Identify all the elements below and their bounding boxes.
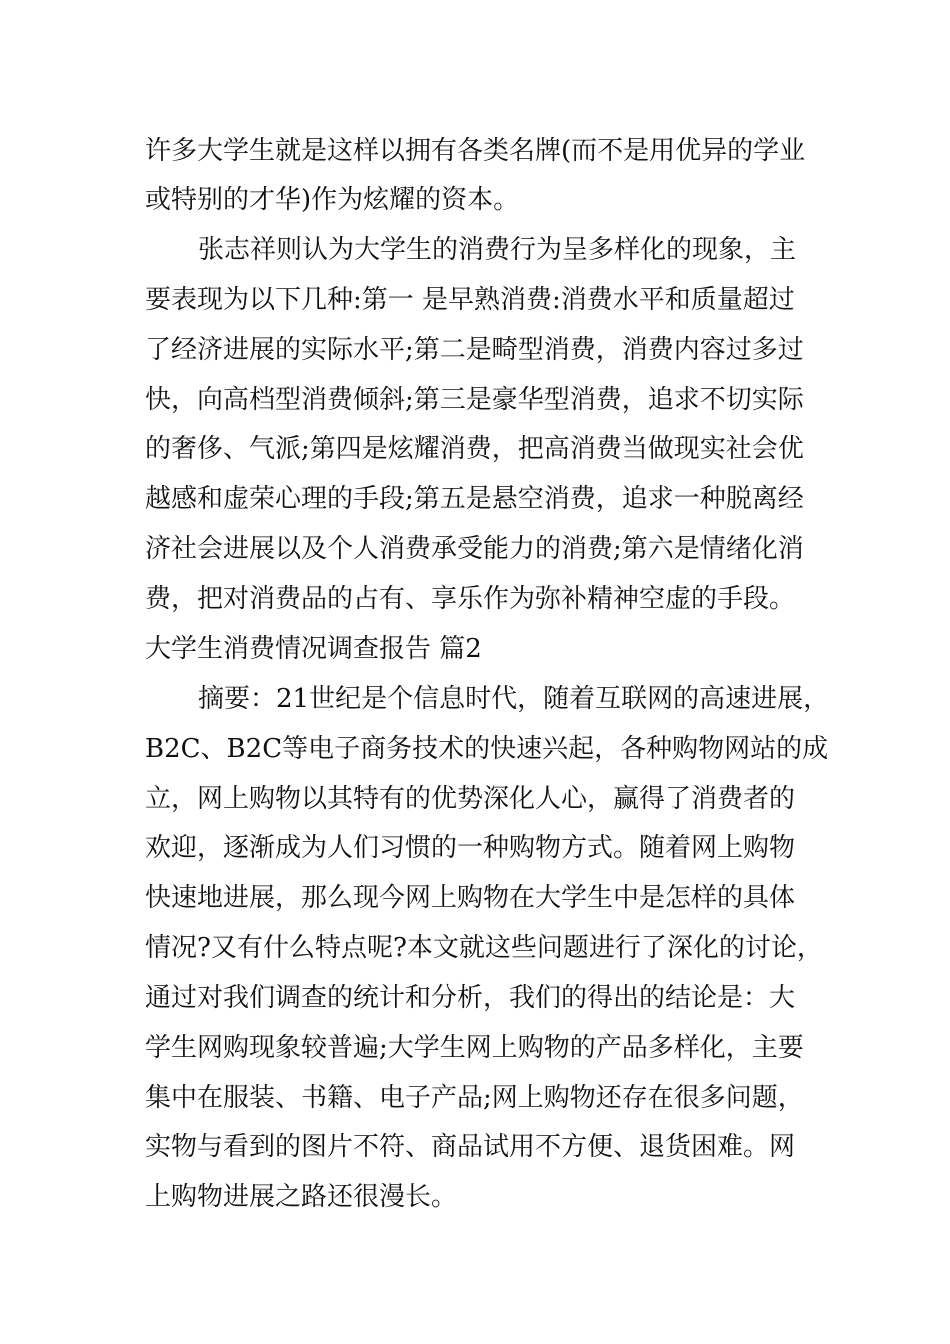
- paragraph-start-line: 摘要：21世纪是个信息时代，随着互联网的高速进展，: [198, 684, 830, 714]
- text-line: 学生网购现象较普遍;大学生网上购物的产品多样化，主要: [145, 1033, 804, 1063]
- text-line: B2C、B2C等电子商务技术的快速兴起，各种购物网站的成: [145, 734, 829, 764]
- text-line: 上购物进展之路还很漫长。: [145, 1182, 458, 1212]
- text-line: 实物与看到的图片不符、商品试用不方便、退货困难。网: [145, 1132, 796, 1162]
- text-line: 费，把对消费品的占有、享乐作为弥补精神空虚的手段。: [145, 584, 796, 614]
- text-line: 要表现为以下几种:第一 是早熟消费:消费水平和质量超过: [145, 285, 795, 315]
- text-line: 欢迎，逐渐成为人们习惯的一种购物方式。随着网上购物: [145, 833, 796, 863]
- text-line: 集中在服装、书籍、电子产品;网上购物还存在很多问题，: [145, 1083, 804, 1113]
- text-line: 情况?又有什么特点呢?本文就这些问题进行了深化的讨论，: [145, 933, 823, 963]
- text-line: 通过对我们调查的统计和分析，我们的得出的结论是：大: [145, 983, 796, 1013]
- text-line: 立，网上购物以其特有的优势深化人心，赢得了消费者的: [145, 784, 796, 814]
- paragraph-start-line: 张志祥则认为大学生的消费行为呈多样化的现象，主: [198, 235, 797, 265]
- text-line: 快速地进展，那么现今网上购物在大学生中是怎样的具体: [145, 883, 796, 913]
- text-line: 的奢侈、气派;第四是炫耀消费，把高消费当做现实社会优: [145, 434, 804, 464]
- section-heading: 大学生消费情况调查报告 篇2: [145, 634, 482, 664]
- text-line: 了经济进展的实际水平;第二是畸型消费，消费内容过多过: [145, 335, 804, 365]
- text-line: 或特别的才华)作为炫耀的资本。: [145, 185, 520, 215]
- text-line: 快，向高档型消费倾斜;第三是豪华型消费，追求不切实际: [145, 385, 804, 415]
- text-line: 许多大学生就是这样以拥有各类名牌(而不是用优异的学业: [145, 136, 806, 166]
- text-line: 越感和虚荣心理的手段;第五是悬空消费，追求一种脱离经: [145, 484, 804, 514]
- text-line: 济社会进展以及个人消费承受能力的消费;第六是情绪化消: [145, 534, 804, 564]
